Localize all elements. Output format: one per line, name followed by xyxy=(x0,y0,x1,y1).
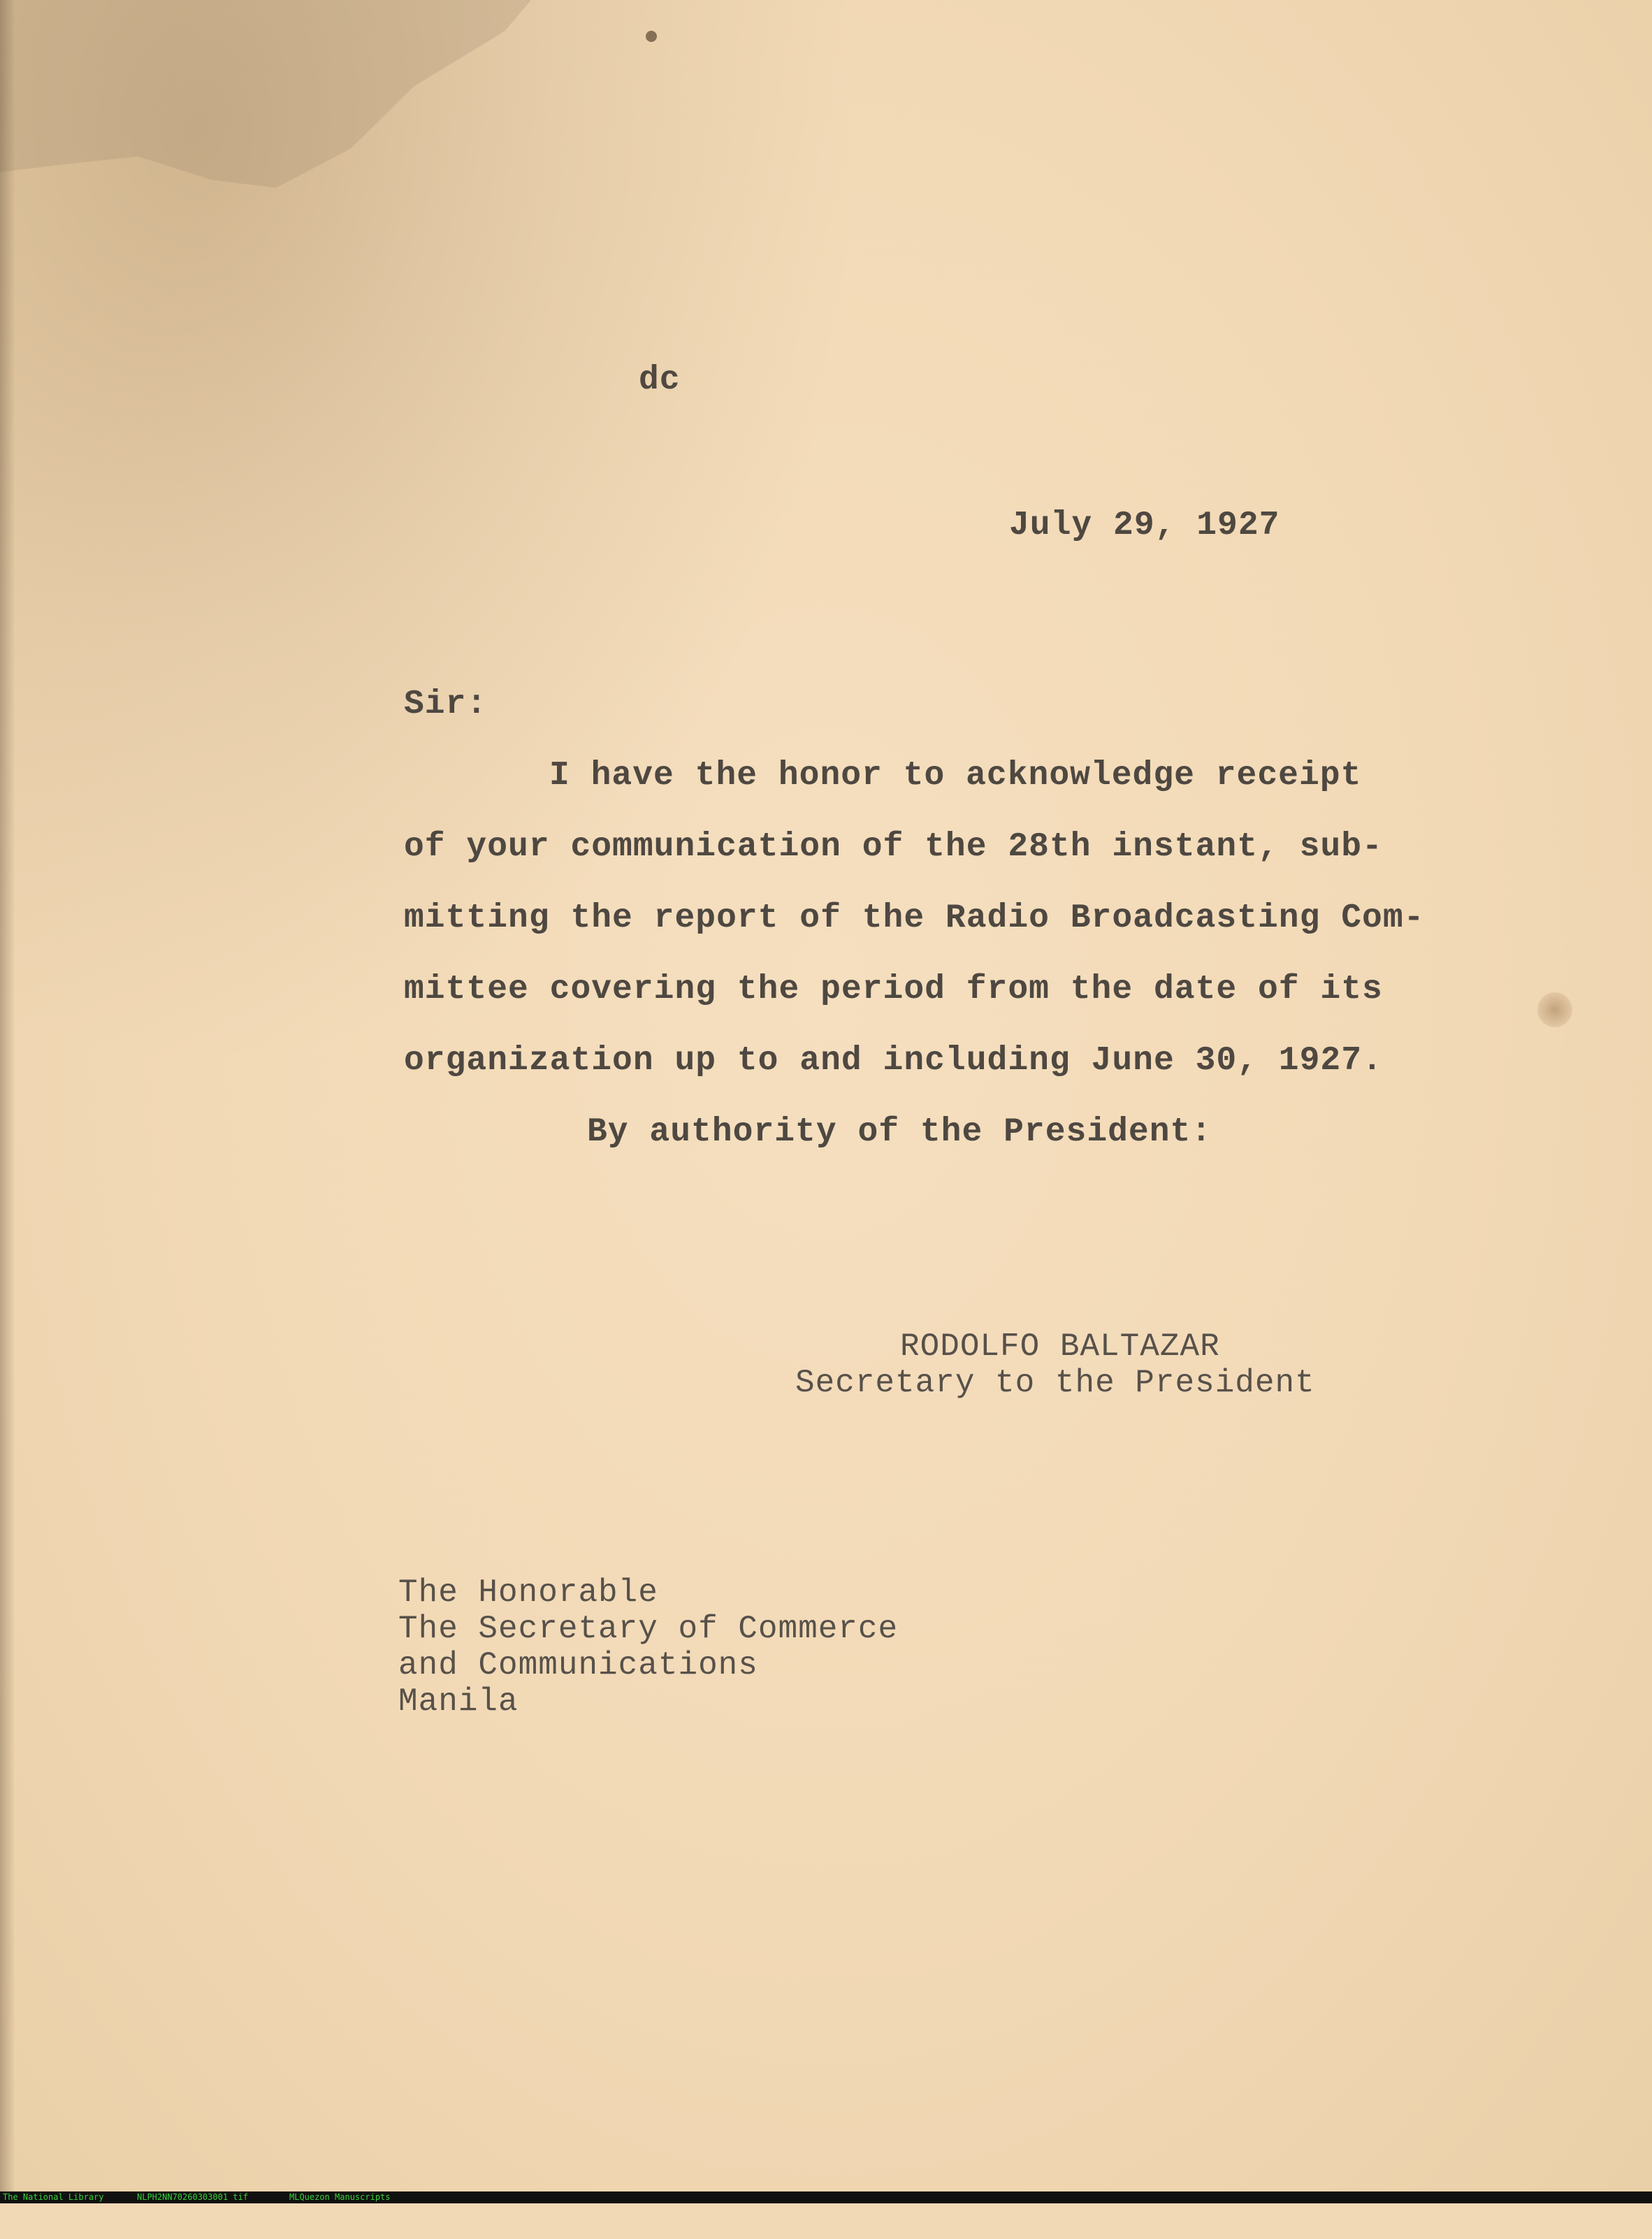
addressee-line-4: Manila xyxy=(398,1683,519,1720)
addressee-line-2: The Secretary of Commerce xyxy=(398,1611,899,1647)
body-line-2: of your communication of the 28th instant, sub- xyxy=(404,828,1383,866)
ink-spot xyxy=(646,31,657,42)
signatory-title: Secretary to the President xyxy=(795,1365,1315,1401)
addressee-line-3: and Communications xyxy=(398,1647,758,1683)
footer-institution: The National Library xyxy=(3,2192,104,2202)
salutation: Sir: xyxy=(404,686,488,723)
reference-initials: dc xyxy=(639,361,681,399)
signatory-name: RODOLFO BALTAZAR xyxy=(900,1328,1220,1365)
footer-collection: MLQuezon Manuscripts xyxy=(289,2192,391,2202)
page-edge-shadow xyxy=(0,0,15,2191)
addressee-line-1: The Honorable xyxy=(398,1574,658,1611)
body-line-5: organization up to and including June 30, 1927. xyxy=(404,1042,1383,1080)
body-line-1: I have the honor to acknowledge receipt xyxy=(549,757,1362,795)
footer-file-name: NLPH2NN70260303001 tif xyxy=(137,2192,248,2202)
paper-stain xyxy=(1537,992,1572,1027)
body-line-3: mitting the report of the Radio Broadcasting Com- xyxy=(404,899,1425,937)
letter-date: July 29, 1927 xyxy=(1009,507,1280,544)
archive-footer-bar xyxy=(0,2191,1652,2203)
body-line-4: mittee covering the period from the date of its xyxy=(404,971,1383,1008)
water-damage-stain xyxy=(0,0,531,391)
authority-line: By authority of the President: xyxy=(587,1113,1212,1151)
